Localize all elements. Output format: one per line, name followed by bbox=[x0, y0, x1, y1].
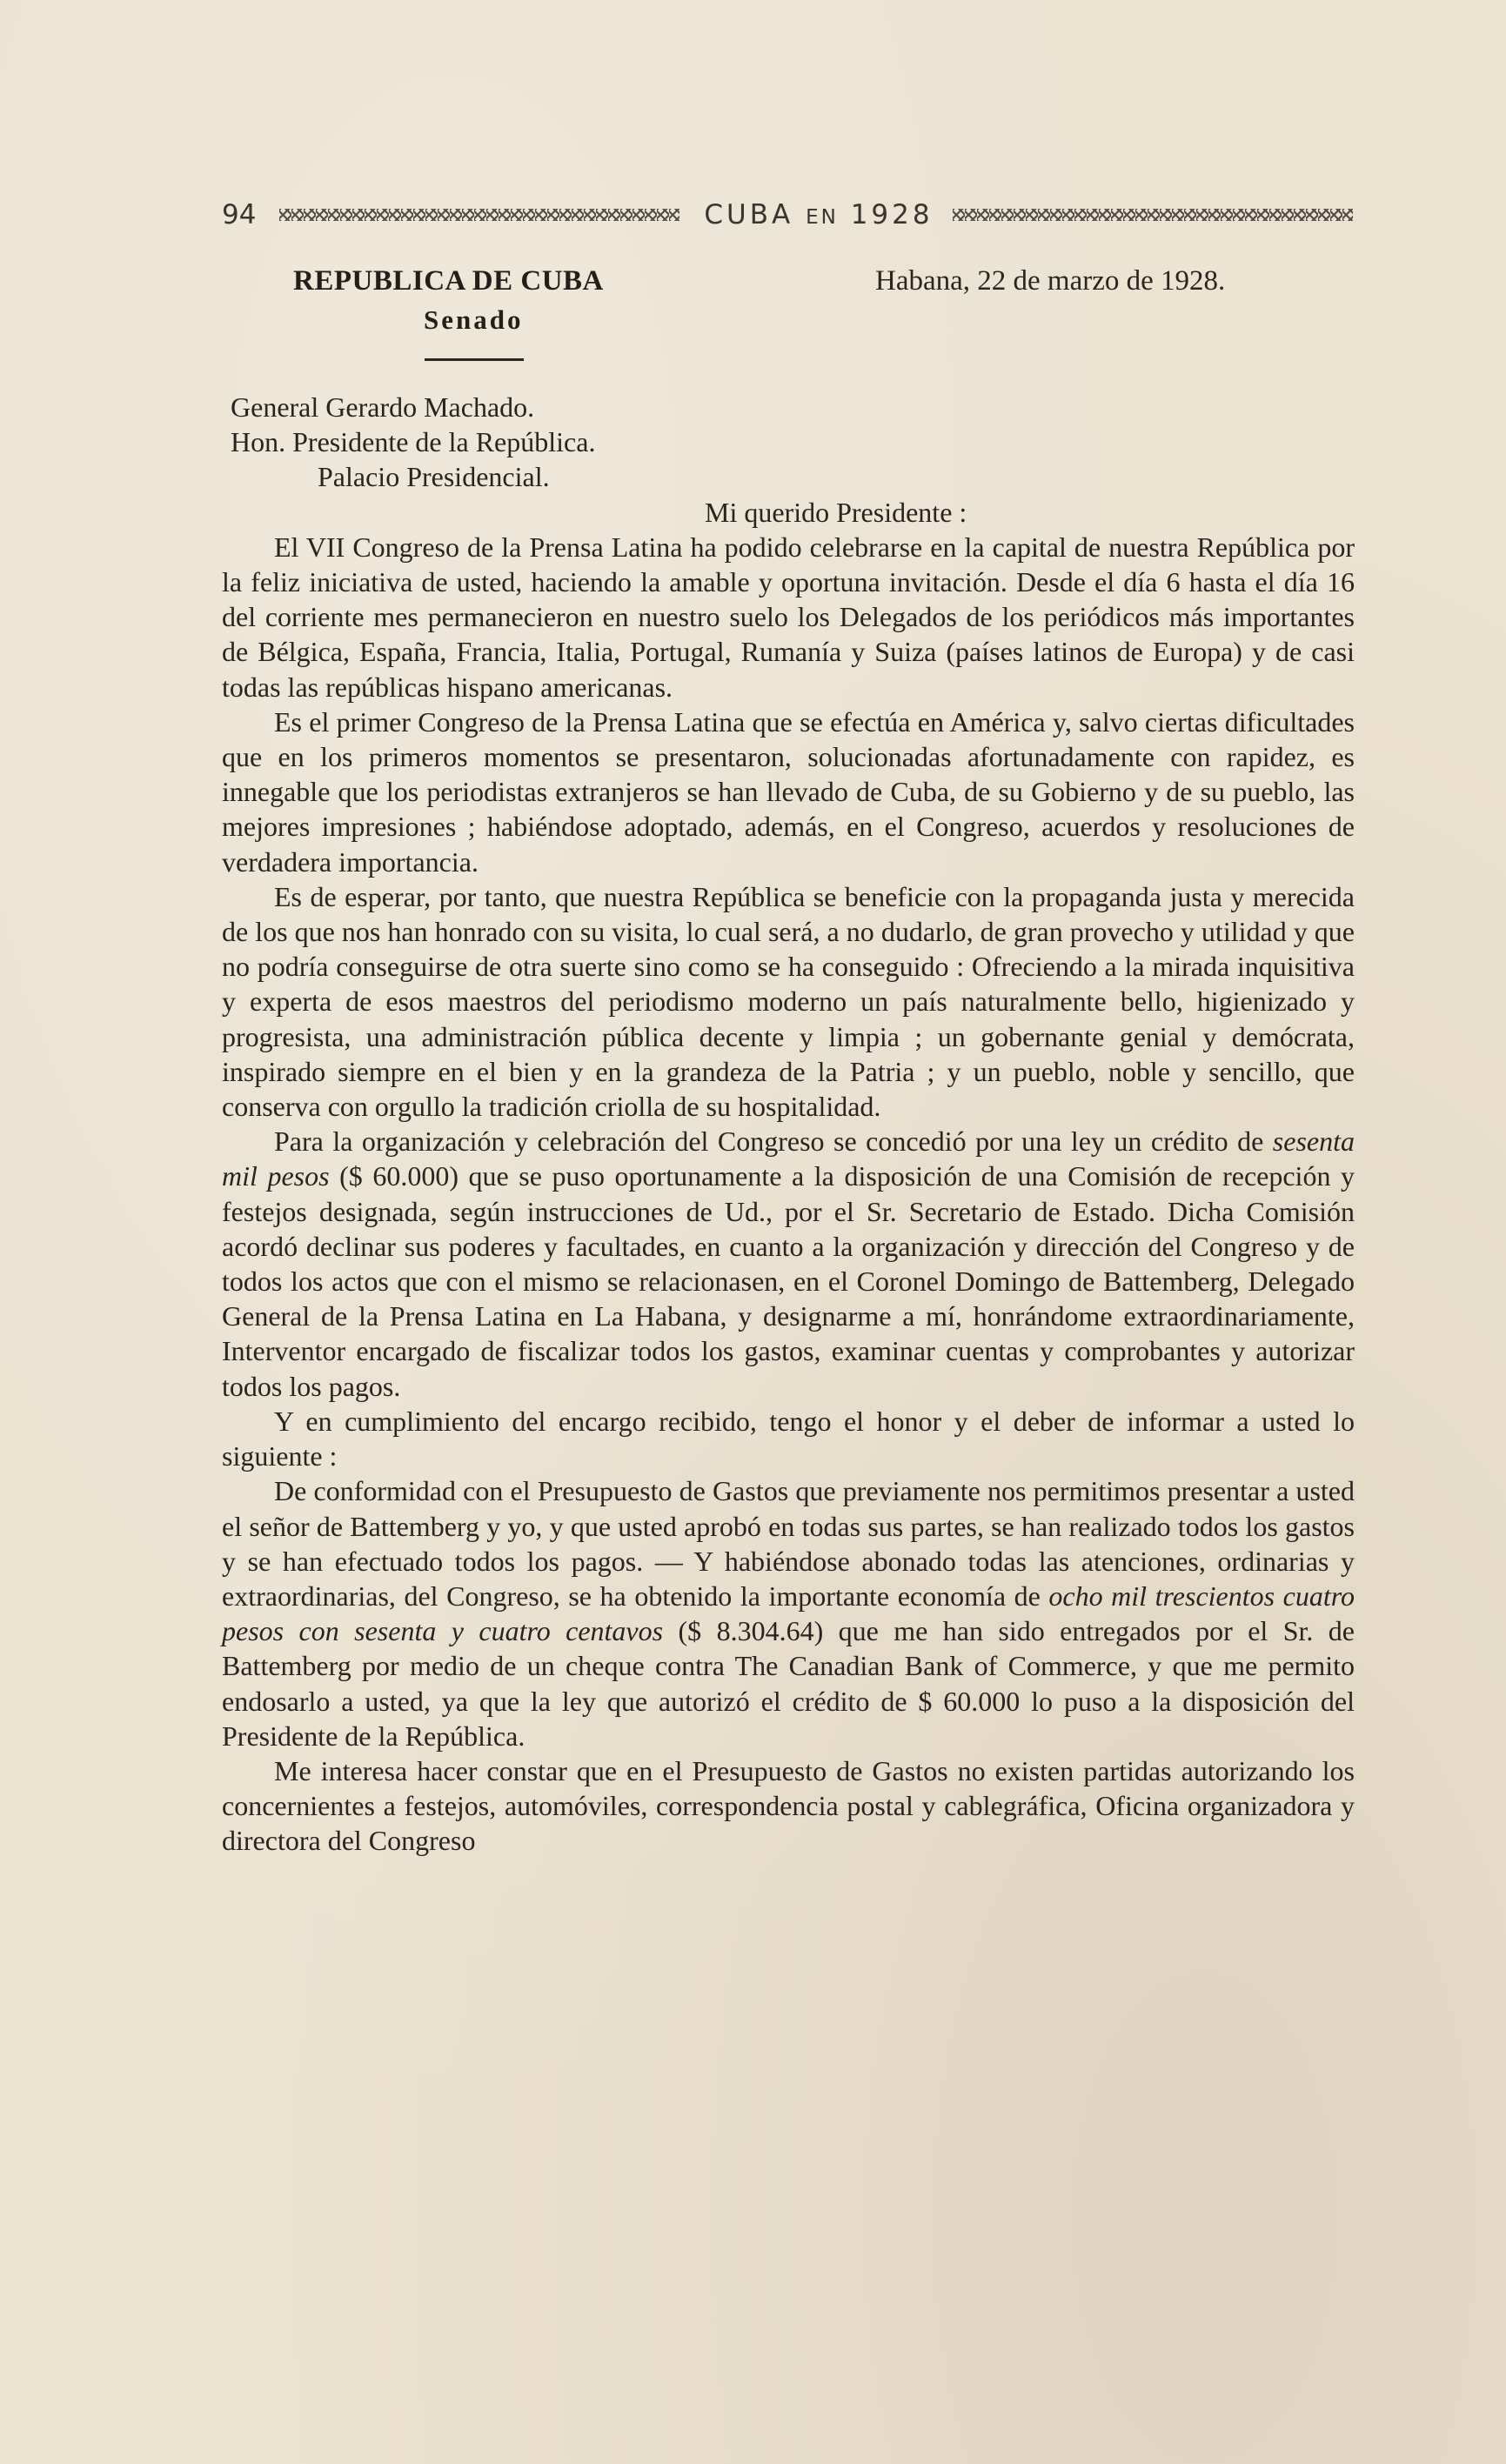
address-line-2: Hon. Presidente de la República. bbox=[231, 426, 596, 458]
paragraph-budget-amount-words: ocho mil trescientos cuatro pesos con sesenta y cuatro centavos bbox=[222, 1579, 1355, 1647]
paragraph-3: Es de esperar, por tanto, que nuestra República se beneficie con la propaganda justa y merecida de los que nos han honrado con su visita, lo cual será, a no dudarlo, de gran provecho y utilidad y que no podría conseguirse de otra suerte sino como se ha conseguido : Ofreciendo a la mirada inquisitiva y experta de esos maestros del periodismo moderno un país naturalmente bello, higienizado y progresista, una administración pública decente y limpia ; un gobernante genial y demócrata, inspirado siempre en el bien y en la grandeza de la Patria ; y un pueblo, noble y sencillo, que conserva con orgullo la tradición criolla de su hospitalidad. bbox=[222, 880, 1355, 1123]
paragraph-credit bbox=[222, 1124, 1355, 1404]
running-head bbox=[222, 193, 1353, 237]
ornamental-rule-left bbox=[279, 209, 679, 221]
paragraph-budget bbox=[222, 1473, 1355, 1753]
paragraph-credit-amount-words: sesenta mil pesos bbox=[222, 1125, 1355, 1192]
address-line-1: General Gerardo Machado. bbox=[231, 391, 535, 423]
ornamental-rule-right bbox=[953, 209, 1353, 221]
paragraph-budget-end: ($ 8.304.64) que me han sido entregados por el Sr. de Battemberg por medio de un cheque contra The Canadian Bank of Commerce, y que me permito endosarlo a usted, ya que la ley que autorizó el crédito de $ 60.000 lo puso a la disposición del Presidente de la República. bbox=[222, 1615, 1355, 1752]
paragraph-budget-start: De conformidad con el Presupuesto de Gastos que previamente nos permitimos presentar a usted el señor de Battemberg y yo, y que usted aprobó en todas sus partes, se han realizado todos los gastos y se han efectuado todos los pagos. — Y habiéndose abonado todas las atenciones, ordinarias y extraordinarias, del Congreso, se ha obtenido la importante economía de bbox=[222, 1475, 1355, 1612]
paragraph-credit-start: Para la organización y celebración del Congreso se concedió por una ley un crédito de bbox=[274, 1125, 1273, 1158]
paragraph-2: Es el primer Congreso de la Prensa Latina que se efectúa en América y, salvo ciertas dificultades que en los primeros momentos se presentaron, solucionadas afortunadamente con rapidez, es innegable que los periodistas extranjeros se han llevado de Cuba, de su Gobierno y de su pueblo, las mejores impresiones ; habiéndose adoptado, además, en el Congreso, acuerdos y resoluciones de verdadera importancia. bbox=[222, 705, 1355, 878]
letter-date: Habana, 22 de marzo de 1928. bbox=[875, 265, 1226, 297]
address-line-3: Palacio Presidencial. bbox=[318, 461, 550, 493]
paragraph-1: El VII Congreso de la Prensa Latina ha podido celebrarse en la capital de nuestra República por la feliz iniciativa de usted, haciendo la amable y oportuna invitación. Desde el día 6 hasta el día 16 del corriente mes permanecieron en nuestro suelo los Delegados de los periódicos más importantes de Bélgica, España, Francia, Italia, Portugal, Rumanía y Suiza (países latinos de Europa) y de casi todas las repúblicas hispano americanas. bbox=[222, 531, 1355, 703]
letterhead-rule bbox=[425, 358, 524, 361]
running-title-year: 1928 bbox=[850, 199, 934, 230]
running-title-small: EN bbox=[806, 206, 839, 229]
running-title bbox=[704, 199, 933, 230]
letter-body bbox=[222, 390, 1355, 1859]
running-title-main: CUBA bbox=[704, 199, 794, 230]
salutation: Mi querido Presidente : bbox=[705, 496, 967, 528]
paragraph-last: Me interesa hacer constar que en el Presupuesto de Gastos no existen partidas autorizando los concernientes a festejos, automóviles, correspondencia postal y cablegráfica, Oficina organizadora y directora del Congreso bbox=[222, 1754, 1355, 1857]
paragraph-credit-end: ($ 60.000) que se puso oportunamente a la disposición de una Comisión de recepción y festejos designada, según instrucciones de Ud., por el Sr. Secretario de Estado. Dicha Comisión acordó declinar sus poderes y facultades, en cuanto a la organización y dirección del Congreso y de todos los actos que con el mismo se relacionasen, en el Coronel Domingo de Battemberg, Delegado General de la Prensa Latina en La Habana, y designarme a mí, honrándome extraordinariamente, Interventor encargado de fiscalizar todos los gastos, examinar cuentas y comprobantes y autorizar todos los pagos. bbox=[222, 1160, 1355, 1402]
letterhead bbox=[293, 265, 604, 336]
letterhead-chamber: Senado bbox=[424, 304, 524, 335]
paragraph-fulfill: Y en cumplimiento del encargo recibido, tengo el honor y el deber de informar a usted lo siguiente : bbox=[222, 1405, 1355, 1472]
page-number: 94 bbox=[222, 199, 257, 230]
letterhead-republic: REPUBLICA DE CUBA bbox=[293, 265, 604, 297]
